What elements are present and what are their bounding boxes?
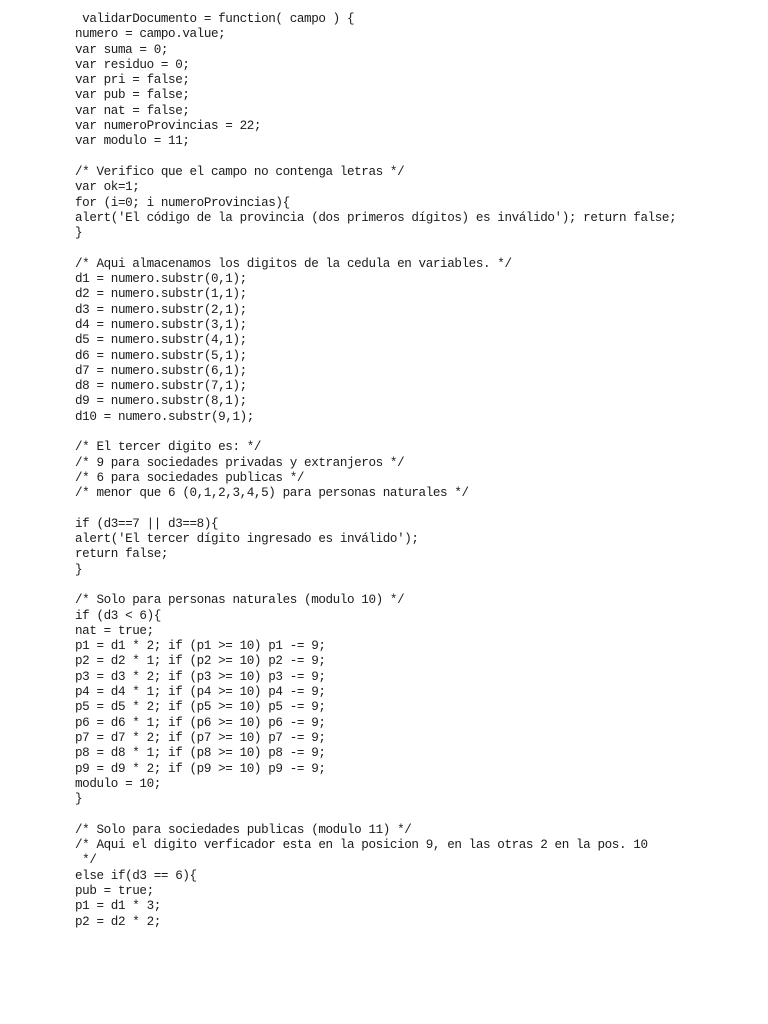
code-line: else if(d3 == 6){ bbox=[75, 868, 197, 883]
code-line: for (i=0; i numeroProvincias){ bbox=[75, 195, 290, 210]
code-line: var nat = false; bbox=[75, 103, 190, 118]
code-line: d9 = numero.substr(8,1); bbox=[75, 394, 247, 409]
code-line bbox=[75, 807, 755, 822]
code-line: p2 = d2 * 2; bbox=[75, 914, 161, 929]
code-line: p2 = d2 * 1; if (p2 >= 10) p2 -= 9; bbox=[75, 654, 326, 669]
code-line bbox=[75, 150, 755, 165]
code-line: d6 = numero.substr(5,1); bbox=[75, 348, 247, 363]
code-line: if (d3==7 || d3==8){ bbox=[75, 516, 219, 531]
code-line: d5 = numero.substr(4,1); bbox=[75, 333, 247, 348]
code-line: alert('El tercer dígito ingresado es inválido'); bbox=[75, 532, 419, 547]
code-line: p3 = d3 * 2; if (p3 >= 10) p3 -= 9; bbox=[75, 669, 326, 684]
code-line: /* Aqui el digito verficador esta en la posicion 9, en las otras 2 en la pos. 10 bbox=[75, 838, 648, 853]
code-line: p6 = d6 * 1; if (p6 >= 10) p6 -= 9; bbox=[75, 715, 326, 730]
code-line: d1 = numero.substr(0,1); bbox=[75, 272, 247, 287]
code-line: /* Solo para sociedades publicas (modulo 11) */ bbox=[75, 822, 412, 837]
code-line: /* Aqui almacenamos los digitos de la cedula en variables. */ bbox=[75, 256, 512, 271]
code-line: var residuo = 0; bbox=[75, 57, 190, 72]
code-line: } bbox=[75, 792, 83, 807]
code-block bbox=[75, 12, 755, 930]
code-line: d8 = numero.substr(7,1); bbox=[75, 379, 247, 394]
code-line: /* Verifico que el campo no contenga letras */ bbox=[75, 164, 405, 179]
code-line: /* 6 para sociedades publicas */ bbox=[75, 470, 305, 485]
code-line bbox=[75, 241, 755, 256]
code-line: p1 = d1 * 3; bbox=[75, 899, 161, 914]
code-line: var pri = false; bbox=[75, 73, 190, 88]
code-line: d7 = numero.substr(6,1); bbox=[75, 363, 247, 378]
code-line: return false; bbox=[75, 547, 169, 562]
code-line: var modulo = 11; bbox=[75, 134, 190, 149]
code-line bbox=[75, 578, 755, 593]
code-line bbox=[75, 502, 755, 517]
code-line: p1 = d1 * 2; if (p1 >= 10) p1 -= 9; bbox=[75, 639, 326, 654]
code-line: /* Solo para personas naturales (modulo 10) */ bbox=[75, 593, 405, 608]
code-line: } bbox=[75, 562, 83, 577]
code-line: d4 = numero.substr(3,1); bbox=[75, 317, 247, 332]
code-line: } bbox=[75, 226, 83, 241]
code-line: validarDocumento = function( campo ) { bbox=[75, 12, 355, 26]
code-line: alert('El código de la provincia (dos primeros dígitos) es inválido'); return false; bbox=[75, 210, 677, 225]
code-line: /* 9 para sociedades privadas y extranjeros */ bbox=[75, 455, 405, 470]
code-line: d2 = numero.substr(1,1); bbox=[75, 287, 247, 302]
code-line: p7 = d7 * 2; if (p7 >= 10) p7 -= 9; bbox=[75, 730, 326, 745]
code-line: var numeroProvincias = 22; bbox=[75, 119, 262, 134]
code-line: d10 = numero.substr(9,1); bbox=[75, 409, 254, 424]
code-line: p9 = d9 * 2; if (p9 >= 10) p9 -= 9; bbox=[75, 761, 326, 776]
code-line: p4 = d4 * 1; if (p4 >= 10) p4 -= 9; bbox=[75, 685, 326, 700]
code-line: var pub = false; bbox=[75, 88, 190, 103]
code-line: p8 = d8 * 1; if (p8 >= 10) p8 -= 9; bbox=[75, 746, 326, 761]
code-line: pub = true; bbox=[75, 883, 154, 898]
code-line: numero = campo.value; bbox=[75, 27, 226, 42]
code-line: if (d3 < 6){ bbox=[75, 608, 161, 623]
code-line: nat = true; bbox=[75, 623, 154, 638]
code-line: modulo = 10; bbox=[75, 776, 161, 791]
code-line: /* El tercer digito es: */ bbox=[75, 440, 262, 455]
code-line: /* menor que 6 (0,1,2,3,4,5) para personas naturales */ bbox=[75, 486, 469, 501]
code-line: d3 = numero.substr(2,1); bbox=[75, 302, 247, 317]
code-line: p5 = d5 * 2; if (p5 >= 10) p5 -= 9; bbox=[75, 700, 326, 715]
code-line bbox=[75, 425, 755, 440]
code-line: var suma = 0; bbox=[75, 42, 169, 57]
code-line: */ bbox=[75, 853, 97, 868]
code-line: var ok=1; bbox=[75, 180, 140, 195]
